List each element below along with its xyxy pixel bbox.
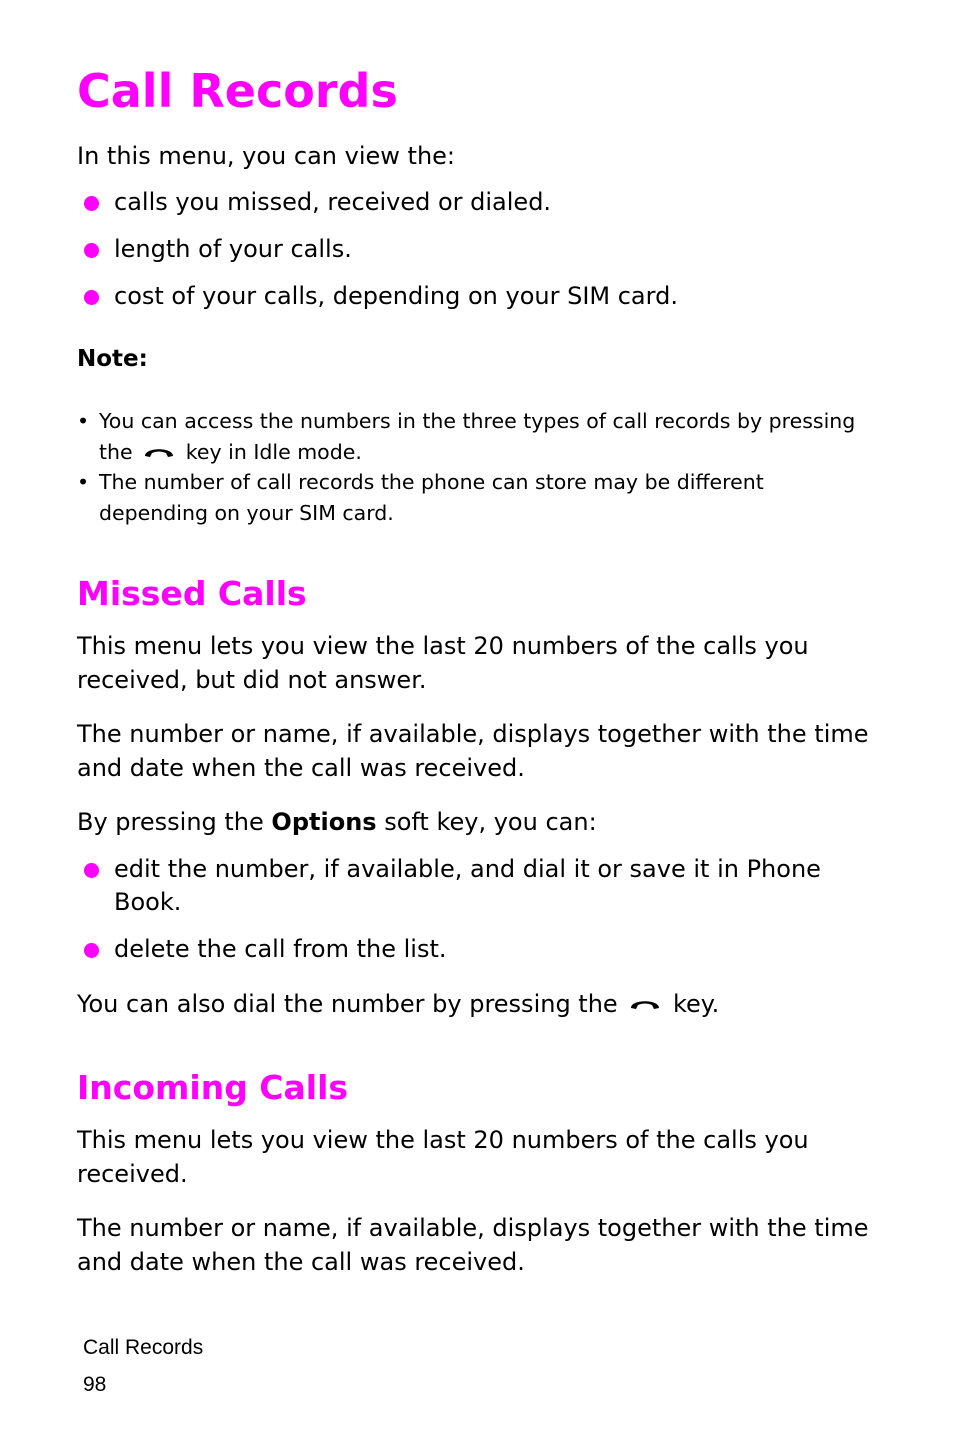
intro-bullet-3: cost of your calls, depending on your SIM card. [77,280,877,313]
missed-bullet-1: edit the number, if available, and dial it or save it in Phone Book. [77,853,877,919]
bullet-dot-icon [84,290,99,305]
missed-paragraph-1: This menu lets you view the last 20 numbers of the calls you received, but did not answer. [77,632,809,694]
options-soft-key-label: Options [271,808,377,836]
phone-send-icon [139,441,179,461]
footer-page-number: 98 [83,1373,107,1396]
bullet-dot-icon [84,196,99,211]
missed-paragraph-4: You can also dial the number by pressing the key. [77,990,720,1018]
footer-section-name: Call Records [83,1336,204,1359]
missed-paragraph-3: By pressing the Options soft key, you can: [77,808,597,836]
intro-bullet-1: calls you missed, received or dialed. [77,186,877,219]
incoming-paragraph-2: The number or name, if available, displays together with the time and date when the call was received. [77,1214,869,1276]
section-heading-incoming-calls: Incoming Calls [77,1068,349,1107]
note-item-1: • You can access the numbers in the three types of call records by pressing the key in Idle mode. [77,409,856,464]
intro-text: In this menu, you can view the: [77,142,455,170]
page-title: Call Records [77,64,398,118]
bullet-dot-icon [84,243,99,258]
bullet-dot-icon [84,943,99,958]
note-item-2: • The number of call records the phone can store may be different depending on your SIM card. [77,470,764,525]
section-heading-missed-calls: Missed Calls [77,574,307,613]
missed-bullet-2: delete the call from the list. [77,933,877,966]
note-title: Note: [77,346,148,372]
missed-paragraph-2: The number or name, if available, displays together with the time and date when the call was received. [77,720,869,782]
bullet-dot-icon [84,863,99,878]
incoming-paragraph-1: This menu lets you view the last 20 numbers of the calls you received. [77,1126,809,1188]
intro-bullet-2: length of your calls. [77,233,877,266]
phone-send-icon [625,993,665,1013]
